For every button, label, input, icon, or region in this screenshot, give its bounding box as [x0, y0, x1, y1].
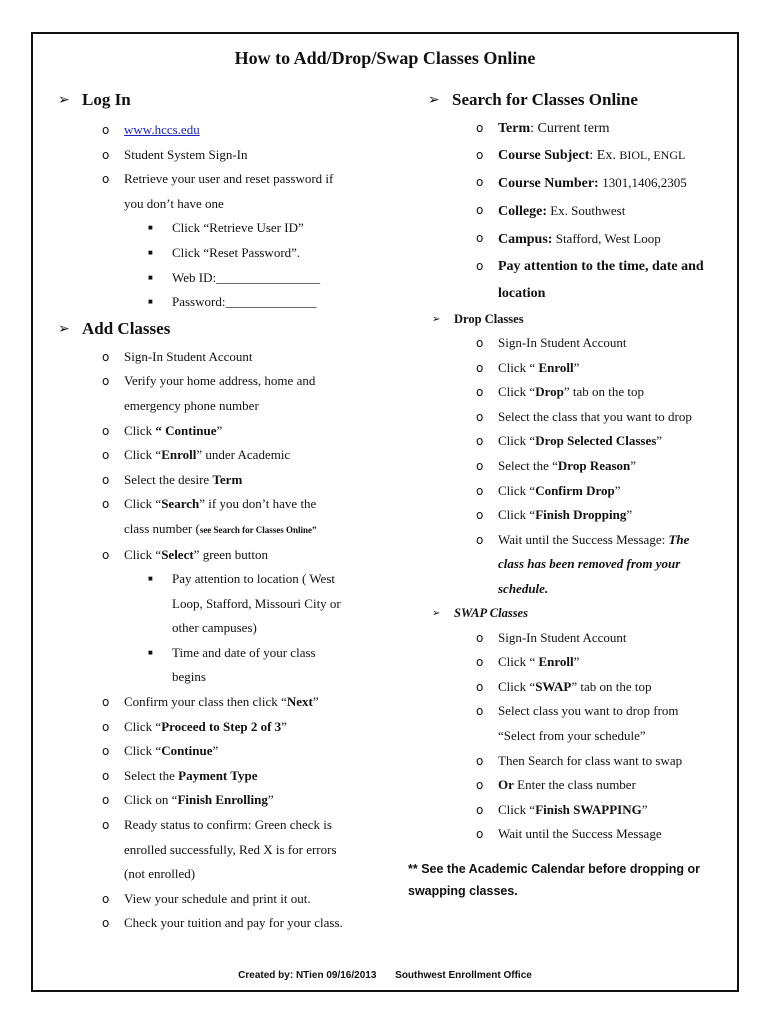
- list-item: o Check your tuition and pay for your class.: [58, 911, 388, 936]
- circle-bullet-icon: o: [476, 802, 484, 817]
- circle-bullet-icon: o: [476, 827, 484, 842]
- circle-bullet-icon: o: [476, 175, 484, 189]
- arrow-bullet-icon: ➢: [432, 313, 441, 325]
- list-item: o Then Search for class want to swap: [428, 749, 738, 774]
- square-bullet-icon: ■: [148, 272, 153, 282]
- circle-bullet-icon: o: [476, 259, 484, 273]
- circle-bullet-icon: o: [102, 147, 110, 162]
- list-item: o Wait until the Success Message: The class has been removed from your schedule.: [428, 528, 738, 602]
- arrow-bullet-icon: ➢: [428, 92, 440, 108]
- list-item: o Select the Payment Type: [58, 764, 388, 789]
- list-item: o Course Subject: Ex. BIOL, ENGL: [428, 142, 738, 169]
- circle-bullet-icon: o: [102, 793, 110, 808]
- list-item: o Retrieve your user and reset password if you don’t have one: [58, 167, 388, 216]
- circle-bullet-icon: o: [102, 768, 110, 783]
- list-item: o Click “ Continue”: [58, 419, 388, 444]
- sub-list-item: ■ Pay attention to location ( West Loop, Stafford, Missouri City or other campuses): [58, 567, 388, 641]
- circle-bullet-icon: o: [476, 483, 484, 498]
- circle-bullet-icon: o: [102, 695, 110, 710]
- list-item: o Click “Finish Dropping”: [428, 503, 738, 528]
- list-item: o Click “ Enroll”: [428, 356, 738, 381]
- list-item: o Click “Proceed to Step 2 of 3”: [58, 715, 388, 740]
- sub-list-item: ■ Click “Reset Password”.: [58, 241, 388, 266]
- list-item: o Click “Select” green button: [58, 543, 388, 568]
- search-section-heading: ➢ Search for Classes Online: [428, 90, 638, 109]
- hccs-link[interactable]: www.hccs.edu: [124, 122, 200, 137]
- circle-bullet-icon: o: [476, 630, 484, 645]
- list-item: o Course Number: 1301,1406,2305: [428, 169, 738, 197]
- circle-bullet-icon: o: [102, 744, 110, 759]
- circle-bullet-icon: o: [476, 121, 484, 135]
- circle-bullet-icon: o: [102, 349, 110, 364]
- login-section-heading: ➢ Log In: [58, 90, 131, 109]
- circle-bullet-icon: o: [476, 409, 484, 424]
- circle-bullet-icon: o: [476, 336, 484, 350]
- circle-bullet-icon: o: [102, 172, 110, 187]
- academic-calendar-note: ** See the Academic Calendar before dropping or swapping classes.: [408, 862, 700, 898]
- footer-created-by: Created by: NTien 09/16/2013: [238, 970, 377, 981]
- arrow-bullet-icon: ➢: [58, 320, 70, 337]
- circle-bullet-icon: o: [476, 434, 484, 449]
- right-column: [428, 88, 738, 847]
- circle-bullet-icon: o: [476, 231, 484, 245]
- list-item: o Click “Search” if you don’t have the class number (see Search for Classes Online”: [58, 492, 388, 542]
- list-item: o Click “Continue”: [58, 739, 388, 764]
- list-item: o Select the desire Term: [58, 468, 388, 493]
- circle-bullet-icon: o: [476, 203, 484, 217]
- list-item: o Term: Current term: [428, 115, 738, 142]
- circle-bullet-icon: o: [102, 497, 110, 512]
- circle-bullet-icon: o: [476, 385, 484, 400]
- list-item: o Pay attention to the time, date and location: [428, 253, 738, 307]
- list-item: o Wait until the Success Message: [428, 822, 738, 847]
- circle-bullet-icon: o: [476, 778, 484, 793]
- circle-bullet-icon: o: [102, 374, 110, 389]
- circle-bullet-icon: o: [102, 423, 110, 438]
- circle-bullet-icon: o: [102, 818, 110, 833]
- sub-list-item: ■ Password:______________: [58, 290, 388, 315]
- square-bullet-icon: ■: [148, 247, 153, 257]
- list-item: o Confirm your class then click “Next”: [58, 690, 388, 715]
- list-item: o Or Enter the class number: [428, 773, 738, 798]
- list-item: o Click “Confirm Drop”: [428, 479, 738, 504]
- arrow-bullet-icon: ➢: [432, 608, 441, 620]
- footer: [0, 970, 770, 981]
- page-title: How to Add/Drop/Swap Classes Online: [234, 48, 536, 68]
- footer-office: Southwest Enrollment Office: [395, 970, 532, 981]
- drop-section-heading: ➢ Drop Classes: [432, 311, 524, 326]
- list-item: o Student System Sign-In: [58, 143, 388, 168]
- circle-bullet-icon: o: [476, 753, 484, 768]
- square-bullet-icon: ■: [148, 647, 153, 657]
- left-column: [58, 88, 388, 936]
- list-item: o Select class you want to drop from “Select from your schedule”: [428, 699, 738, 748]
- sub-list-item: ■ Web ID:________________: [58, 266, 388, 291]
- circle-bullet-icon: o: [102, 472, 110, 487]
- circle-bullet-icon: o: [476, 508, 484, 523]
- square-bullet-icon: ■: [148, 223, 153, 233]
- list-item: o Verify your home address, home and emergency phone number: [58, 369, 388, 418]
- list-item: o Click “ Enroll”: [428, 650, 738, 675]
- list-item: o Ready status to confirm: Green check is enrolled successfully, Red X is for errors (not enrolled): [58, 813, 388, 887]
- circle-bullet-icon: o: [102, 123, 110, 137]
- circle-bullet-icon: o: [102, 448, 110, 463]
- circle-bullet-icon: o: [102, 719, 110, 734]
- list-item: o Click “Finish SWAPPING”: [428, 798, 738, 823]
- sub-list-item: ■ Time and date of your class begins: [58, 641, 388, 690]
- circle-bullet-icon: o: [476, 532, 484, 547]
- list-item: o Click “Drop” tab on the top: [428, 380, 738, 405]
- list-item: o Campus: Stafford, West Loop: [428, 225, 738, 253]
- list-item: o Click “Enroll” under Academic: [58, 443, 388, 468]
- swap-section-heading: ➢ SWAP Classes: [432, 606, 528, 621]
- square-bullet-icon: ■: [148, 574, 153, 584]
- list-item: o Sign-In Student Account: [428, 626, 738, 651]
- list-item: o Select the “Drop Reason”: [428, 454, 738, 479]
- circle-bullet-icon: o: [102, 547, 110, 562]
- list-item: o Sign-In Student Account: [58, 345, 388, 370]
- list-item: o Click on “Finish Enrolling”: [58, 788, 388, 813]
- list-item: o Click “SWAP” tab on the top: [428, 675, 738, 700]
- circle-bullet-icon: o: [476, 655, 484, 670]
- list-item: o College: Ex. Southwest: [428, 197, 738, 225]
- list-item: [58, 118, 388, 143]
- square-bullet-icon: ■: [148, 297, 153, 307]
- list-item: o Select the class that you want to drop: [428, 405, 738, 430]
- list-item: o Sign-In Student Account: [428, 331, 738, 356]
- sub-list-item: ■ Click “Retrieve User ID”: [58, 216, 388, 241]
- circle-bullet-icon: o: [102, 916, 110, 931]
- circle-bullet-icon: o: [102, 891, 110, 906]
- circle-bullet-icon: o: [476, 148, 484, 162]
- add-section-heading: ➢ Add Classes: [58, 318, 171, 338]
- circle-bullet-icon: o: [476, 360, 484, 375]
- list-item: o View your schedule and print it out.: [58, 887, 388, 912]
- circle-bullet-icon: o: [476, 458, 484, 473]
- arrow-bullet-icon: ➢: [58, 92, 70, 108]
- list-item: o Click “Drop Selected Classes”: [428, 429, 738, 454]
- circle-bullet-icon: o: [476, 704, 484, 719]
- circle-bullet-icon: o: [476, 679, 484, 694]
